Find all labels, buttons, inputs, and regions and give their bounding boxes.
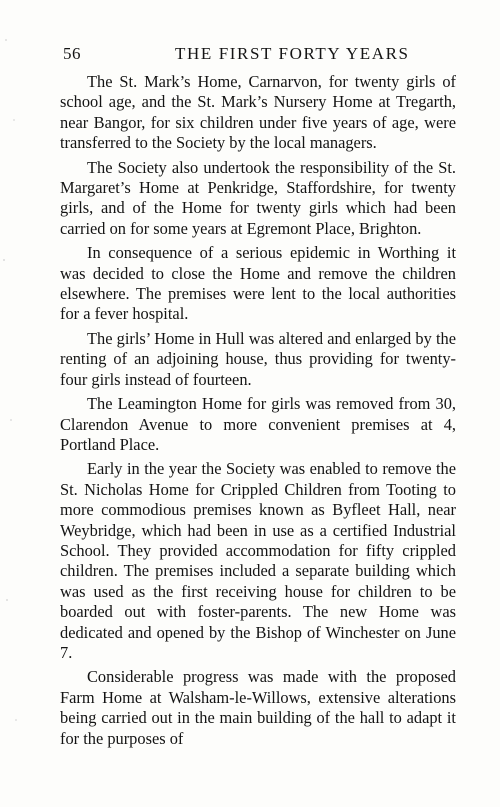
paragraph: The girls’ Home in Hull was altered and enlarged by the renting of an adjoining house, thus providing for twenty-four girls instead of fourteen. bbox=[60, 328, 456, 389]
paragraph: The Leamington Home for girls was removed from 30, Clarendon Avenue to more convenient premises at 4, Portland Place. bbox=[60, 394, 456, 454]
paragraph: The St. Mark’s Home, Carnarvon, for twenty girls of school age, and the St. Mark’s Nursery Home at Tregarth, near Bangor, for six children under five years of age, were transferred to the Society by the local managers. bbox=[60, 72, 456, 153]
paragraph: Early in the year the Society was enabled to remove the St. Nicholas Home for Crippled Children from Tooting to more commodious premises known as Byfleet Hall, near Weybridge, which had been in use as a certified Industrial School. They provided accommodation for fifty crippled children. The premises included a separate building which was used as the first receiving house for children to be boarded out with foster-parents. The new Home was dedicated and opened by the Bishop of Winchester on June 7. bbox=[60, 459, 456, 662]
paragraph: The Society also undertook the responsibility of the St. Margaret’s Home at Penkridge, Staffordshire, for twenty girls, and of the Home for twenty girls which had been carried on for some years at Egremont Place, Brighton. bbox=[60, 157, 456, 238]
page-number: 56 bbox=[63, 44, 81, 63]
paragraph: Considerable progress was made with the proposed Farm Home at Walsham-le-Willows, extensive alterations being carried out in the main building of the hall to adapt it for the purposes of bbox=[60, 667, 456, 748]
page-header bbox=[63, 42, 455, 68]
running-title: THE FIRST FORTY YEARS bbox=[175, 44, 410, 63]
paragraph: In consequence of a serious epidemic in Worthing it was decided to close the Home and remove the children elsewhere. The premises were lent to the local authorities for a fever hospital. bbox=[60, 243, 456, 324]
body-text bbox=[60, 72, 456, 753]
scan-gutter bbox=[0, 0, 26, 807]
